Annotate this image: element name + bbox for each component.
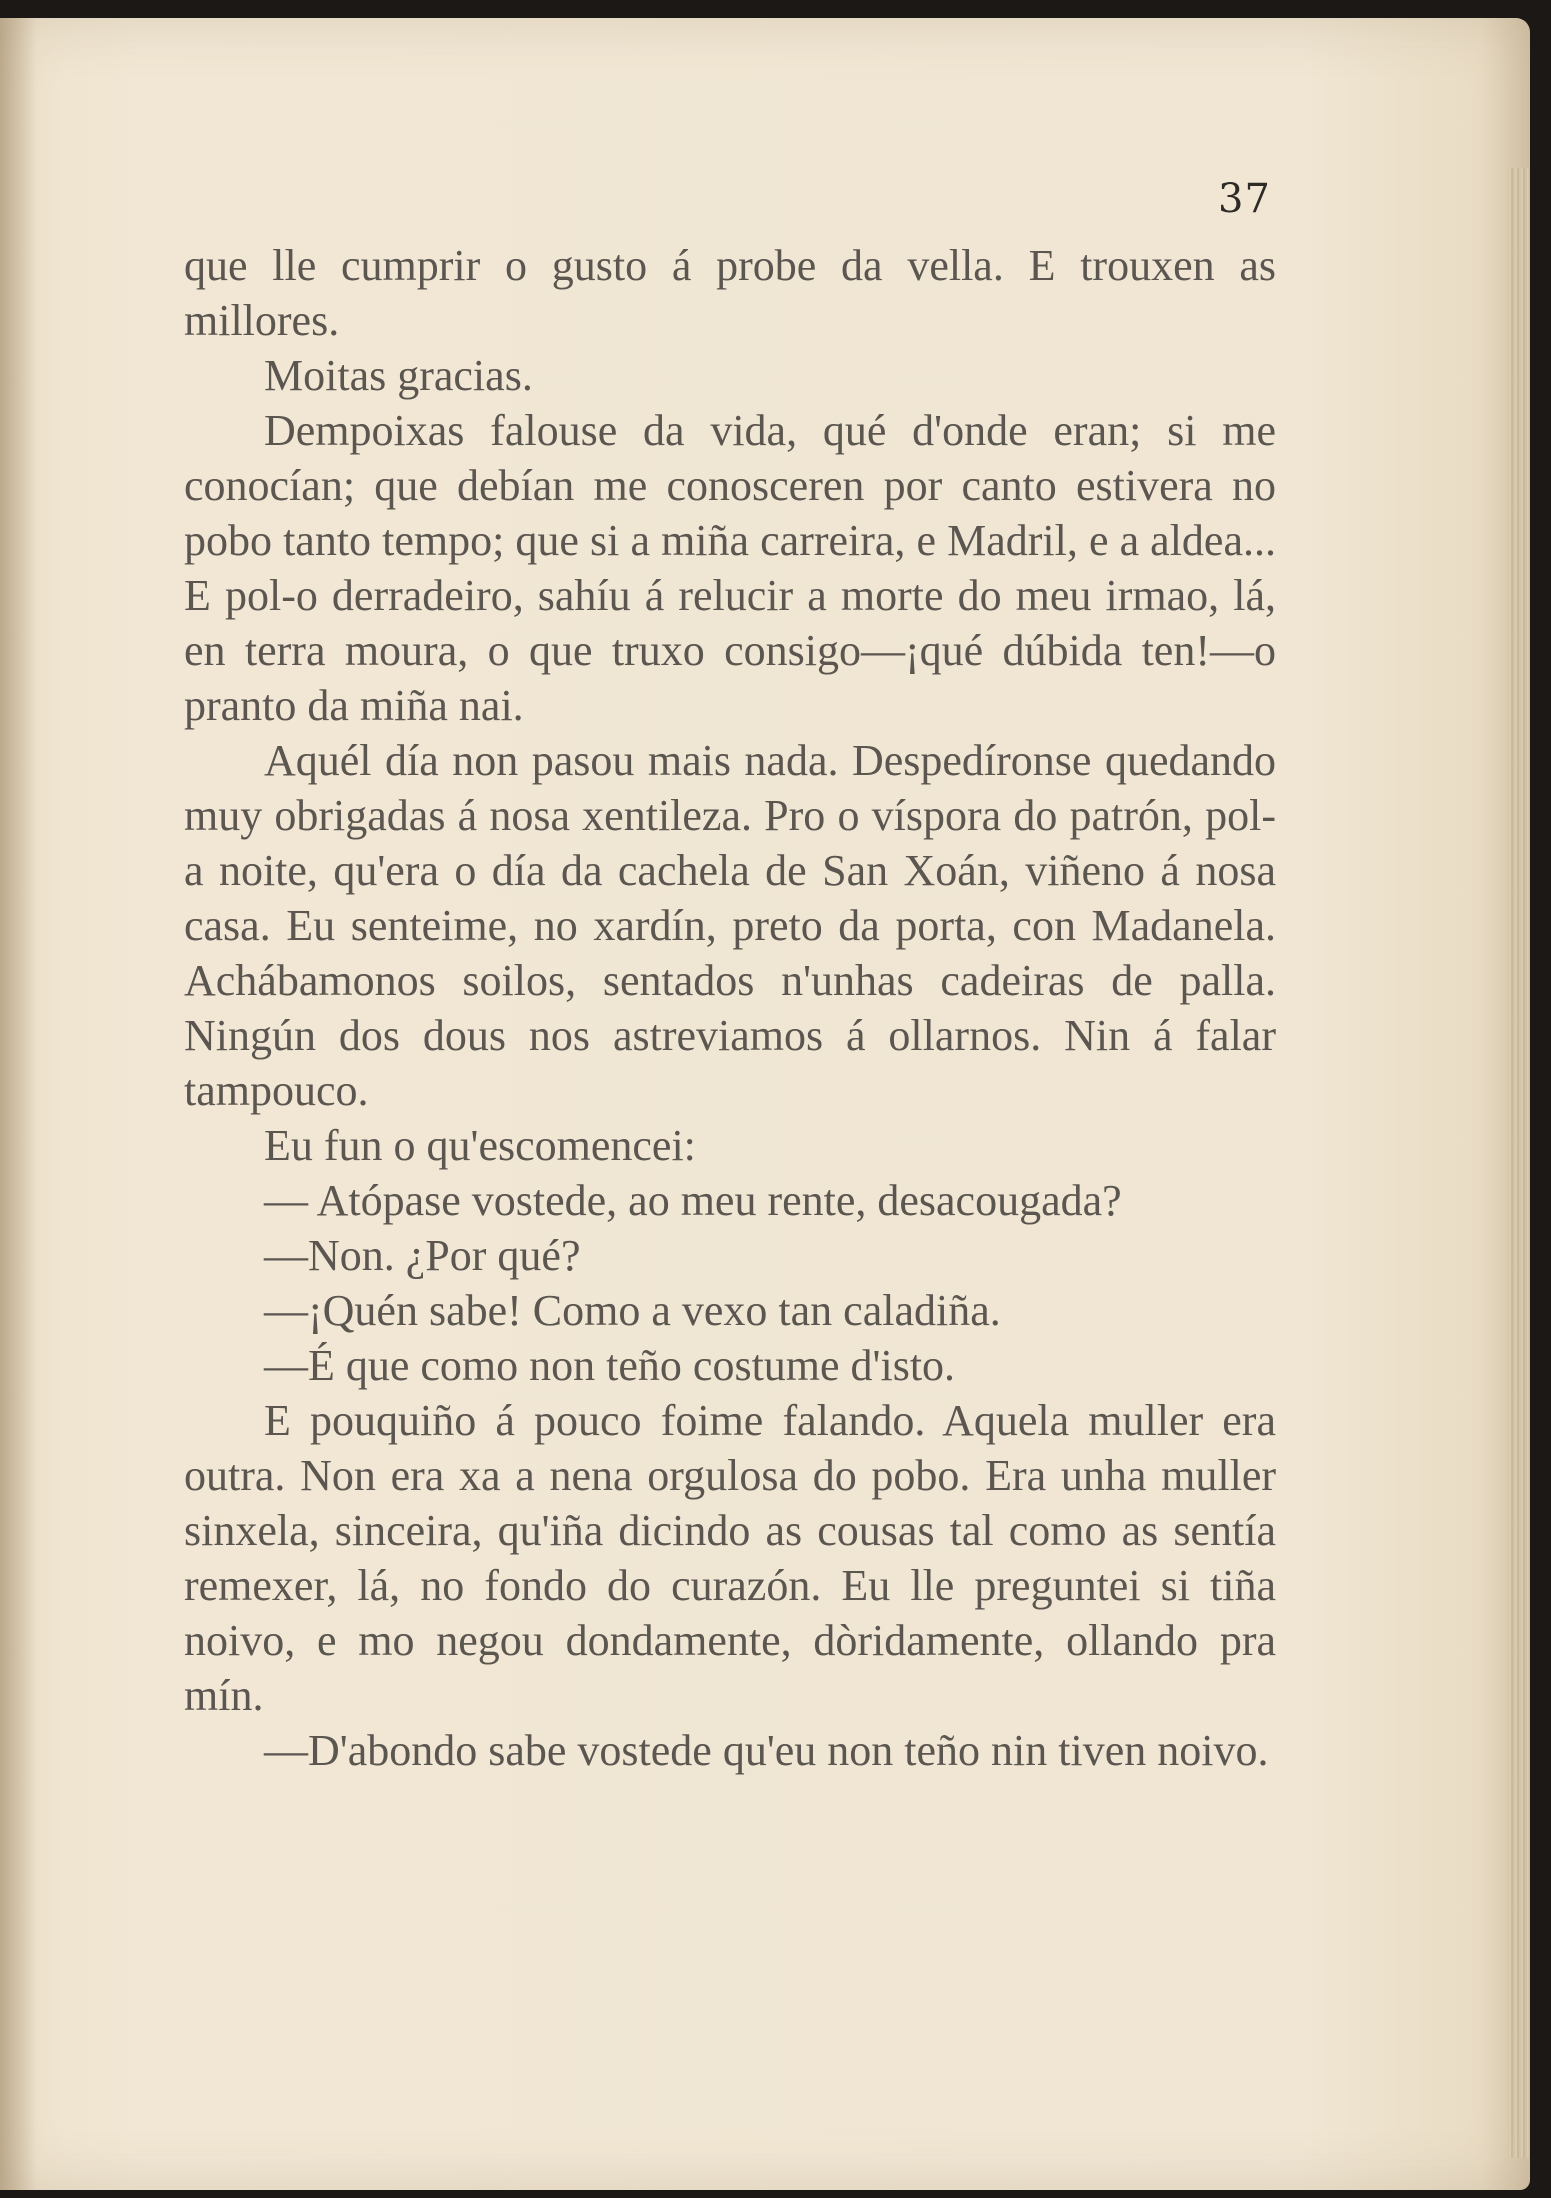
book-page [0,18,1530,2190]
dialogue-line: —É que como non teño costume d'isto. [264,1341,956,1390]
paragraph: E pouquiño á pouco foime falando. Aquela muller era outra. Non era xa a nena orgulosa do pobo. Era unha muller sinxela, sinceira, qu'iña dicindo as cousas tal como as sentía remexer, lá, no fondo do curazón. Eu lle preguntei si tiña noivo, e mo negou dondamente, dòridamente, ollando pra mín. [184,1396,1276,1720]
dialogue-line: —¡Quén sabe! Como a vexo tan caladiña. [264,1286,1001,1335]
body-text [184,238,1276,1778]
page-edge [1508,168,1530,2158]
page-number: 37 [1218,176,1271,222]
dialogue-line: —Non. ¿Por qué? [264,1231,581,1280]
paragraph: Moitas gracias. [264,351,533,400]
spine-shadow [0,18,36,2190]
paragraph-continuation: que lle cumprir o gusto á probe da vella. E trouxen as millores. [184,241,1276,345]
paragraph: Eu fun o qu'escomencei: [264,1121,696,1170]
dialogue-line: —D'abondo sabe vostede qu'eu non teño nin tiven noivo. [264,1726,1269,1775]
paragraph: Dempoixas falouse da vida, qué d'onde eran; si me conocían; que debían me conosceren por canto estivera no pobo tanto tempo; que si a miña carreira, e Madril, e a aldea... E pol-o derradeiro, sahíu á relucir a morte do meu irmao, lá, en terra moura, o que truxo consigo—¡qué dúbida ten!—o pranto da miña nai. [184,406,1276,730]
dialogue-line: — Atópase vostede, ao meu rente, desacougada? [264,1176,1122,1225]
paragraph: Aquél día non pasou mais nada. Despedíronse quedando muy obrigadas á nosa xentileza. Pro o víspora do patrón, pol-a noite, qu'era o día da cachela de San Xoán, viñeno á nosa casa. Eu senteime, no xardín, preto da porta, con Madanela. Achábamonos soilos, sentados n'unhas cadeiras de palla. Ningún dos dous nos astreviamos á ollarnos. Nin á falar tampouco. [184,736,1276,1115]
